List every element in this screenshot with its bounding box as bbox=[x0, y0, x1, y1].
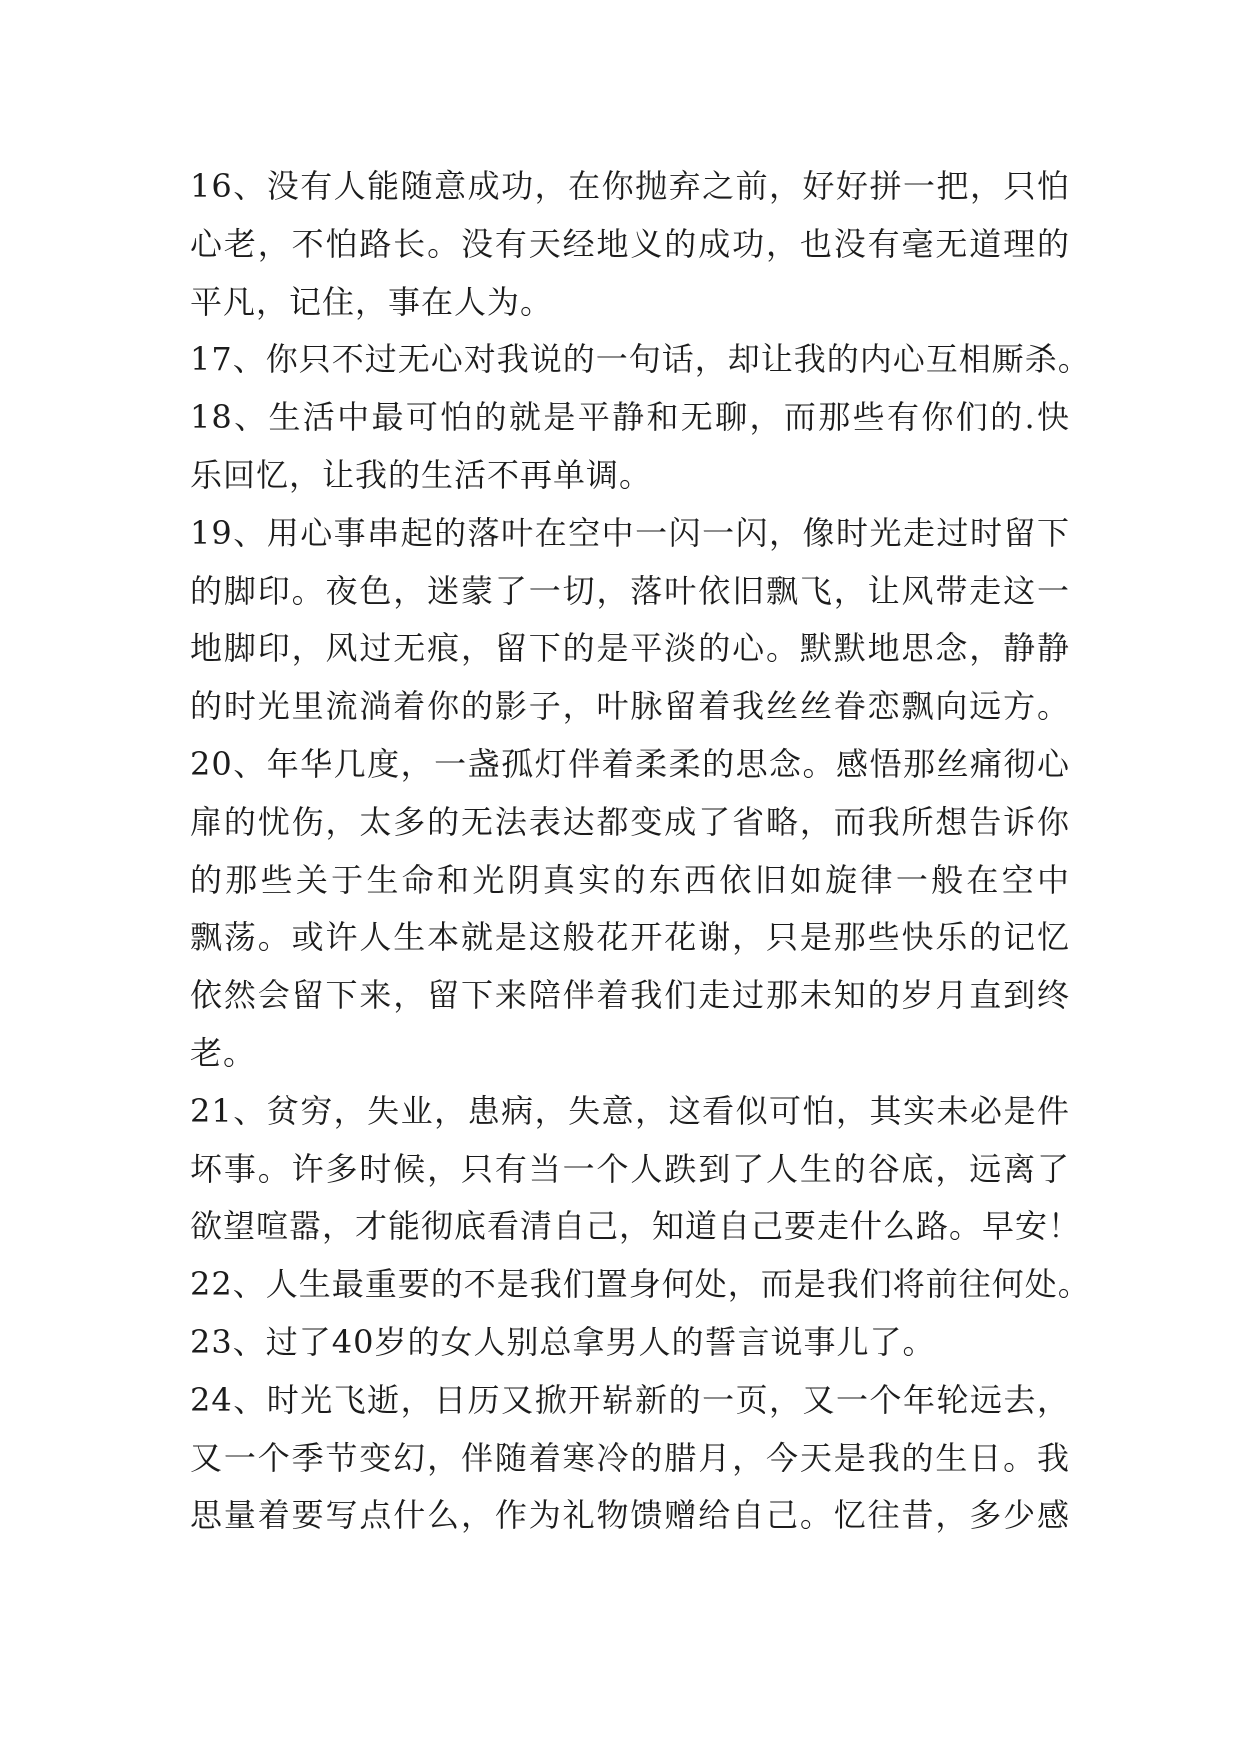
text-line: 扉的忧伤，太多的无法表达都变成了省略，而我所想告诉你 bbox=[190, 802, 1070, 841]
text-line: 16、没有人能随意成功，在你抛弃之前，好好拼一把，只怕 bbox=[190, 167, 1070, 205]
text-line: 23、过了40岁的女人别总拿男人的誓言说事儿了。 bbox=[190, 1322, 936, 1361]
text-line: 欲望喧嚣，才能彻底看清自己，知道自己要走什么路。早安！ bbox=[190, 1207, 1082, 1246]
text-line: 22、人生最重要的不是我们置身何处，而是我们将前往何处。 bbox=[190, 1265, 1091, 1304]
text-line: 的脚印。夜色，迷蒙了一切，落叶依旧飘飞，让风带走这一 bbox=[190, 571, 1070, 610]
text-line: 19、用心事串起的落叶在空中一闪一闪，像时光走过时留下 bbox=[190, 513, 1070, 552]
text-line: 地脚印，风过无痕，留下的是平淡的心。默默地思念，静静 bbox=[190, 629, 1070, 668]
text-line: 20、年华几度，一盏孤灯伴着柔柔的思念。感悟那丝痛彻心 bbox=[190, 744, 1070, 783]
text-line: 老。 bbox=[190, 1033, 257, 1072]
text-line: 的时光里流淌着你的影子，叶脉留着我丝丝眷恋飘向远方。 bbox=[190, 687, 1070, 726]
text-line: 飘荡。或许人生本就是这般花开花谢，只是那些快乐的记忆 bbox=[190, 918, 1070, 957]
text-line: 24、时光飞逝，日历又掀开崭新的一页，又一个年轮远去， bbox=[190, 1380, 1070, 1419]
text-line: 坏事。许多时候，只有当一个人跌到了人生的谷底，远离了 bbox=[190, 1149, 1070, 1188]
text-line: 的那些关于生命和光阴真实的东西依旧如旋律一般在空中 bbox=[190, 860, 1070, 899]
text-line: 平凡，记住，事在人为。 bbox=[190, 282, 554, 321]
text-line: 21、贫穷，失业，患病，失意，这看似可怕，其实未必是件 bbox=[190, 1091, 1070, 1130]
text-line: 乐回忆，让我的生活不再单调。 bbox=[190, 455, 653, 494]
text-line: 18、生活中最可怕的就是平静和无聊，而那些有你们的.快 bbox=[190, 398, 1070, 437]
document-body bbox=[190, 158, 1091, 1545]
text-line: 依然会留下来，留下来陪伴着我们走过那未知的岁月直到终 bbox=[190, 976, 1070, 1015]
text-line: 17、你只不过无心对我说的一句话，却让我的内心互相厮杀。 bbox=[190, 340, 1091, 379]
text-line: 又一个季节变幻，伴随着寒冷的腊月，今天是我的生日。我 bbox=[190, 1438, 1070, 1477]
text-line: 心老，不怕路长。没有天经地义的成功，也没有毫无道理的 bbox=[190, 224, 1070, 263]
text-line: 思量着要写点什么，作为礼物馈赠给自己。忆往昔，多少感 bbox=[190, 1496, 1070, 1535]
